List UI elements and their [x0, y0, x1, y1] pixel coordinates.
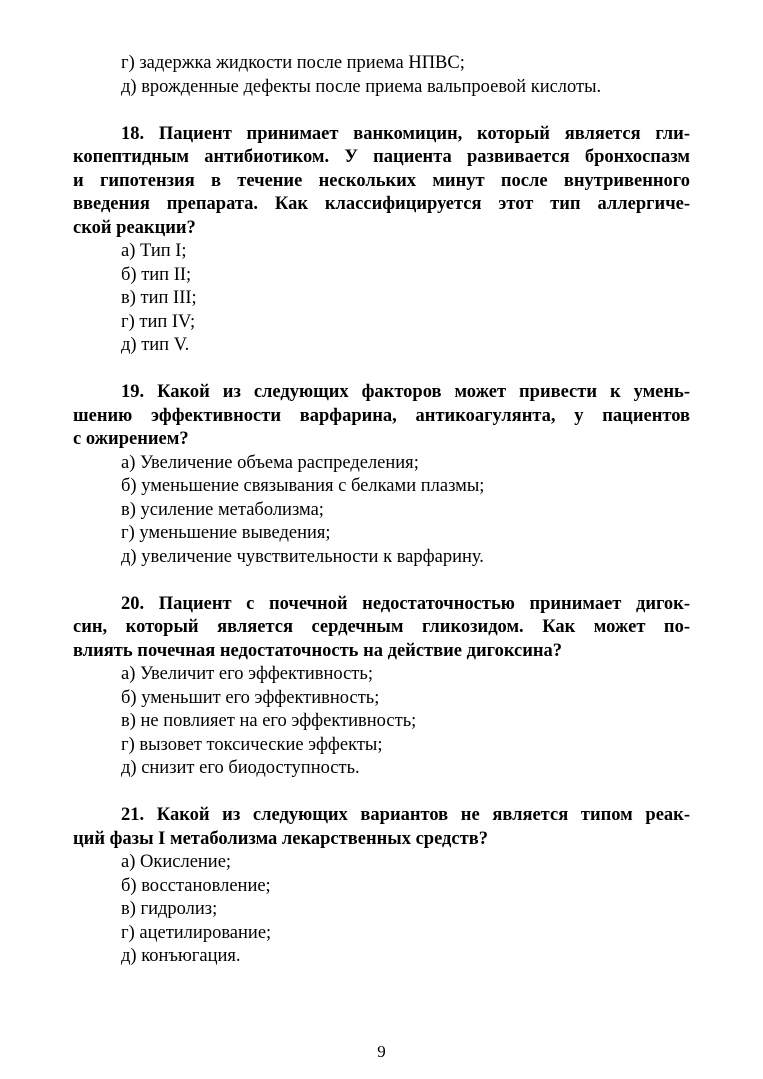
answer-option: а) Тип I;	[121, 241, 187, 261]
question-text: ской реакции?	[73, 217, 196, 238]
answer-option: в) не повлияет на его эффективность;	[121, 711, 417, 731]
answer-option: в) тип III;	[121, 288, 197, 308]
question-text: с ожирением?	[73, 429, 189, 449]
question-text: ций фазы I метаболизма лекарственных средств?	[73, 828, 488, 849]
answer-option: б) восстановление;	[121, 875, 271, 896]
question-text: шению эффективности варфарина, антикоагулянта, у пациентов	[73, 405, 690, 426]
question-text: влиять почечная недостаточность на действие дигоксина?	[73, 640, 563, 661]
answer-option: д) конъюгация.	[121, 946, 241, 966]
answer-option: г) ацетилирование;	[121, 922, 272, 943]
answer-option: г) тип IV;	[121, 311, 196, 332]
question-text: син, который является сердечным гликозидом. Как может по-	[73, 617, 690, 637]
document-page	[73, 52, 690, 969]
answer-option: г) вызовет токсические эффекты;	[121, 734, 383, 755]
answer-option: а) Окисление;	[121, 852, 232, 872]
answer-option: а) Увеличение объема распределения;	[121, 452, 419, 473]
question-text: копептидным антибиотиком. У пациента развивается бронхоспазм	[73, 147, 690, 167]
carryover-options	[73, 52, 690, 99]
answer-option: д) увеличение чувствительности к варфарину.	[121, 546, 484, 567]
answer-option: г) уменьшение выведения;	[121, 523, 331, 543]
page-number: 9	[377, 1042, 386, 1061]
question-20	[73, 593, 690, 781]
answer-option: д) снизит его биодоступность.	[121, 758, 360, 778]
question-18	[73, 123, 690, 358]
question-text: 18. Пациент принимает ванкомицин, который является гли-	[121, 123, 690, 144]
answer-option: б) уменьшит его эффективность;	[121, 687, 380, 708]
question-text: и гипотензия в течение нескольких минут после внутривенного	[73, 170, 690, 191]
answer-option: в) гидролиз;	[121, 899, 218, 919]
answer-option: д) врожденные дефекты после приема вальпроевой кислоты.	[121, 76, 602, 97]
question-19	[73, 381, 690, 569]
answer-option: г) задержка жидкости после приема НПВС;	[121, 53, 465, 73]
question-text: 20. Пациент с почечной недостаточностью принимает дигок-	[121, 593, 690, 614]
answer-option: д) тип V.	[121, 335, 190, 355]
answer-option: б) уменьшение связывания с белками плазмы;	[121, 476, 485, 496]
question-text: 21. Какой из следующих вариантов не является типом реак-	[121, 805, 690, 825]
question-text: 19. Какой из следующих факторов может привести к умень-	[121, 382, 690, 402]
answer-option: в) усиление метаболизма;	[121, 499, 324, 520]
answer-option: б) тип II;	[121, 264, 192, 285]
answer-option: а) Увеличит его эффективность;	[121, 664, 373, 684]
question-21	[73, 804, 690, 969]
question-text: введения препарата. Как классифицируется этот тип аллергиче-	[73, 194, 690, 214]
